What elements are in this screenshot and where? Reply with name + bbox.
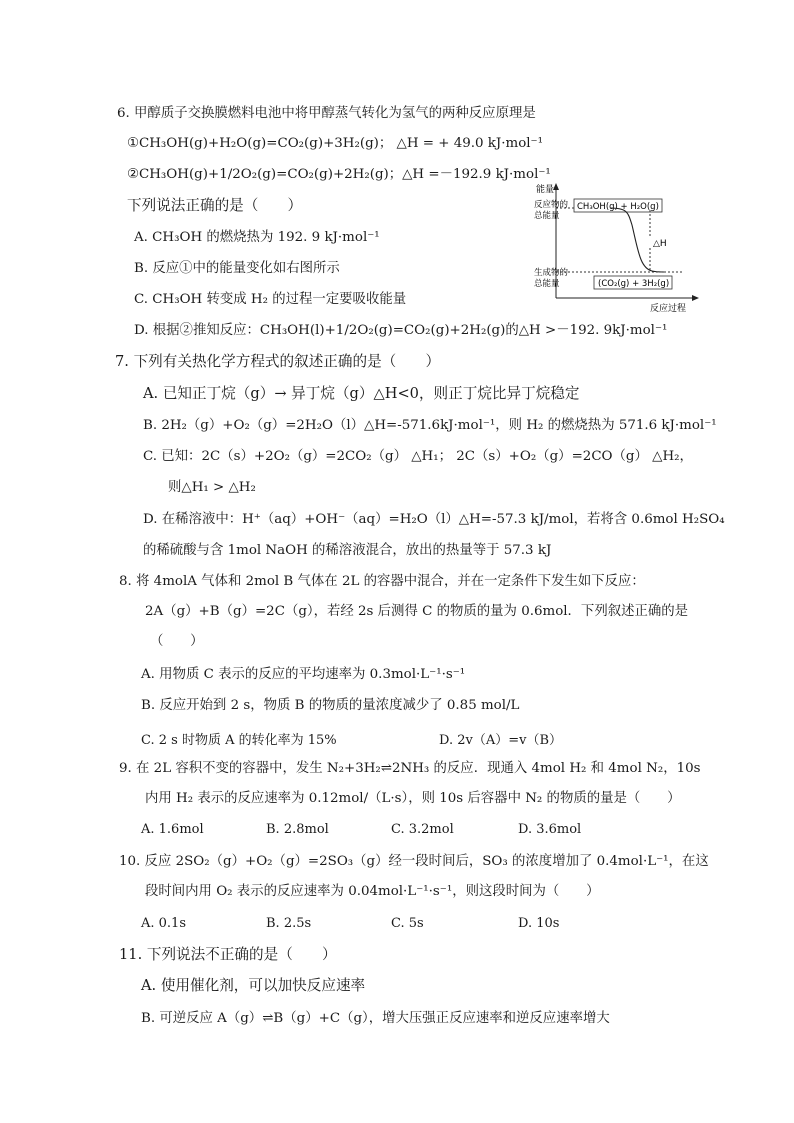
q11-stem: 11. 下列说法不正确的是（ ） — [119, 946, 337, 963]
diagram-reactant-text: CH₃OH(g) + H₂O(g) — [577, 202, 659, 212]
q8-option-b: B. 反应开始到 2 s，物质 B 的物质的量浓度减少了 0.85 mol/L — [141, 698, 520, 713]
q6-stem: 6. 甲醇质子交换膜燃料电池中将甲醇蒸气转化为氢气的两种反应原理是 — [117, 106, 536, 121]
q11-option-b: B. 可逆反应 A（g）⇌B（g）+C（g），增大压强正反应速率和逆反应速率增大 — [141, 1011, 610, 1026]
q7-option-d-line-2: 的稀硫酸与含 1mol NaOH 的稀溶液混合，放出的热量等于 57.3 kJ — [143, 543, 552, 558]
q8-stem-line-2: 2A（g）+B（g）=2C（g），若经 2s 后测得 C 的物质的量为 0.6mol．下列叙述正确的是 — [145, 604, 689, 619]
diagram-delta-h: △H — [653, 239, 667, 249]
diagram-reactant-label-2: 总能量 — [534, 211, 560, 221]
q8-stem-line-1: 8. 将 4molA 气体和 2mol B 气体在 2L 的容器中混合，并在一定条件下发生如下反应： — [119, 574, 645, 589]
q9-stem-line-1: 9. 在 2L 容积不变的容器中，发生 N₂+3H₂⇌2NH₃ 的反应．现通入 4mol H₂ 和 4mol N₂，10s — [119, 761, 701, 776]
q8-option-d: D. 2v（A）=v（B） — [439, 733, 563, 748]
q6-option-b: B. 反应①中的能量变化如右图所示 — [134, 261, 340, 276]
q9-option-c: C. 3.2mol — [391, 822, 454, 837]
q10-option-d: D. 10s — [518, 916, 560, 931]
q9-option-d: D. 3.6mol — [518, 822, 582, 837]
diagram-x-label: 反应过程 — [650, 304, 687, 312]
q11-option-a: A. 使用催化剂，可以加快反应速率 — [141, 977, 366, 994]
q10-option-c: C. 5s — [391, 916, 424, 931]
q7-option-a: A. 已知正丁烷（g）→ 异丁烷（g）△H<0，则正丁烷比异丁烷稳定 — [143, 385, 580, 402]
q10-option-b: B. 2.5s — [266, 916, 312, 931]
diagram-product-text: (CO₂(g) + 3H₂(g) — [598, 279, 670, 289]
q10-option-a: A. 0.1s — [141, 916, 186, 931]
q6-option-c: C. CH₃OH 转变成 H₂ 的过程一定要吸收能量 — [134, 292, 407, 307]
q8-option-c: C. 2 s 时物质 A 的转化率为 15% — [141, 733, 337, 748]
diagram-y-label: 能量 — [536, 185, 555, 195]
q6-option-a: A. CH₃OH 的燃烧热为 192. 9 kJ·mol⁻¹ — [134, 230, 380, 245]
energy-diagram — [532, 180, 702, 312]
q10-stem-line-1: 10. 反应 2SO₂（g）+O₂（g）=2SO₃（g）经一段时间后，SO₃ 的浓度增加了 0.4mol·L⁻¹，在这 — [119, 854, 709, 869]
diagram-product-label-2: 总能量 — [534, 279, 560, 289]
q7-option-c-line-2: 则△H₁ > △H₂ — [168, 480, 256, 495]
q7-option-b: B. 2H₂（g）+O₂（g）=2H₂O（l）△H=-571.6kJ·mol⁻¹，则 H₂ 的燃烧热为 571.6 kJ·mol⁻¹ — [143, 418, 717, 433]
q6-reaction-1: ①CH₃OH(g)+H₂O(g)=CO₂(g)+3H₂(g)； △H = + 49.0 kJ·mol⁻¹ — [127, 136, 543, 151]
q6-reaction-2: ②CH₃OH(g)+1/2O₂(g)=CO₂(g)+2H₂(g)；△H =－192.9 kJ·mol⁻¹ — [127, 167, 551, 182]
q9-option-b: B. 2.8mol — [266, 822, 329, 837]
q6-option-d: D. 根据②推知反应：CH₃OH(l)+1/2O₂(g)=CO₂(g)+2H₂(g)的△H >－192. 9kJ·mol⁻¹ — [134, 323, 668, 338]
diagram-reactant-label-1: 反应物的 — [534, 200, 569, 210]
diagram-product-label-1: 生成物的 — [534, 268, 569, 278]
q7-option-c-line-1: C. 已知：2C（s）+2O₂（g）=2CO₂（g） △H₁； 2C（s）+O₂（g）=2CO（g） △H₂， — [143, 449, 693, 464]
q8-option-a: A. 用物质 C 表示的反应的平均速率为 0.3mol·L⁻¹·s⁻¹ — [141, 667, 466, 682]
q10-stem-line-2: 段时间内用 O₂ 表示的反应速率为 0.04mol·L⁻¹·s⁻¹，则这段时间为（ ） — [145, 884, 600, 899]
q8-stem-line-3: （ ） — [150, 634, 204, 649]
q6-question: 下列说法正确的是（ ） — [127, 197, 303, 214]
q9-option-a: A. 1.6mol — [141, 822, 204, 837]
q7-option-d-line-1: D. 在稀溶液中：H⁺（aq）+OH⁻（aq）=H₂O（l）△H=-57.3 kJ/mol，若将含 0.6mol H₂SO₄ — [143, 512, 725, 527]
q7-stem: 7. 下列有关热化学方程式的叙述正确的是（ ） — [115, 353, 441, 370]
q9-stem-line-2: 内用 H₂ 表示的反应速率为 0.12mol/（L·s），则 10s 后容器中 N₂ 的物质的量是（ ） — [145, 791, 681, 806]
